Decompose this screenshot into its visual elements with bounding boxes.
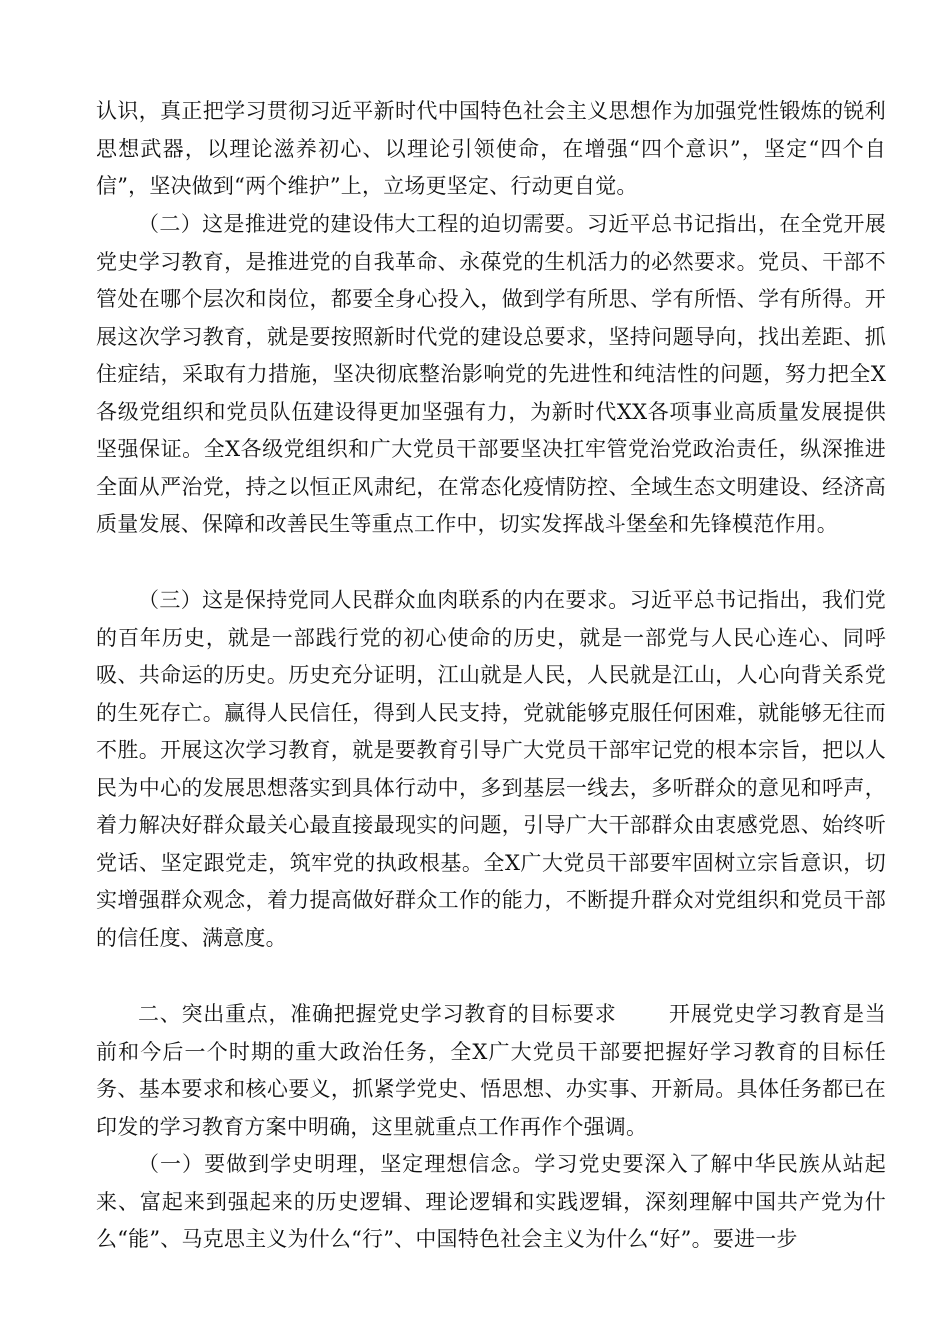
paragraph-continuation: 认识，真正把学习贯彻习近平新时代中国特色社会主义思想作为加强党性锻炼的锐利思想武器，以理论滋养初心、以理论引领使命，在增强“四个意识”，坚定“四个自信”，坚决做到“两个维护”上，立场更坚定、行动更自觉。 xyxy=(96,99,886,198)
paragraph-section-2: （二）这是推进党的建设伟大工程的迫切需要。习近平总书记指出，在全党开展党史学习教育，是推进党的自我革命、永葆党的生机活力的必然要求。党员、干部不管处在哪个层次和岗位，都要全身心投入，做到学有所思、学有所悟、学有所得。开展这次学习教育，就是要按照新时代党的建设总要求，坚持问题导向，找出差距、抓住症结，采取有力措施，坚决彻底整治影响党的先进性和纯洁性的问题，努力把全X各级党组织和党员队伍建设得更加坚强有力，为新时代XX各项事业高质量发展提供坚强保证。全X各级党组织和广大党员干部要坚决扛牢管党治党政治责任，纵深推进全面从严治党，持之以恒正风肃纪，在常态化疫情防控、全域生态文明建设、经济高质量发展、保障和改善民生等重点工作中，切实发挥战斗堡垒和先锋模范作用。 xyxy=(96,212,886,536)
part-two-body: 开展党史学习教育是当前和今后一个时期的重大政治任务，全X广大党员干部要把握好学习教育的目标任务、基本要求和核心要义，抓紧学党史、悟思想、办实事、开新局。具体任务都已在印发的学习教育方案中明确，这里就重点工作再作个强调。 xyxy=(96,1002,886,1139)
paragraph-item-1: （一）要做到学史明理，坚定理想信念。学习党史要深入了解中华民族从站起来、富起来到强起来的历史逻辑、理论逻辑和实践逻辑，深刻理解中国共产党为什么“能”、马克思主义为什么“行”、中国特色社会主义为什么“好”。要进一步 xyxy=(96,1152,886,1251)
part-two-heading: 二、突出重点，准确把握党史学习教育的目标要求 xyxy=(138,1002,617,1026)
paragraph-part-two xyxy=(96,996,886,1146)
paragraph-section-3: （三）这是保持党同人民群众血肉联系的内在要求。习近平总书记指出，我们党的百年历史，就是一部践行党的初心使命的历史，就是一部党与人民心连心、同呼吸、共命运的历史。历史充分证明，江山就是人民，人民就是江山，人心向背关系党的生死存亡。赢得人民信任，得到人民支持，党就能够克服任何困难，就能够无往而不胜。开展这次学习教育，就是要教育引导广大党员干部牢记党的根本宗旨，把以人民为中心的发展思想落实到具体行动中，多到基层一线去，多听群众的意见和呼声，着力解决好群众最关心最直接最现实的问题，引导广大干部群众由衷感党恩、始终听党话、坚定跟党走，筑牢党的执政根基。全X广大党员干部要牢固树立宗旨意识，切实增强群众观念，着力提高做好群众工作的能力，不断提升群众对党组织和党员干部的信任度、满意度。 xyxy=(96,588,886,950)
